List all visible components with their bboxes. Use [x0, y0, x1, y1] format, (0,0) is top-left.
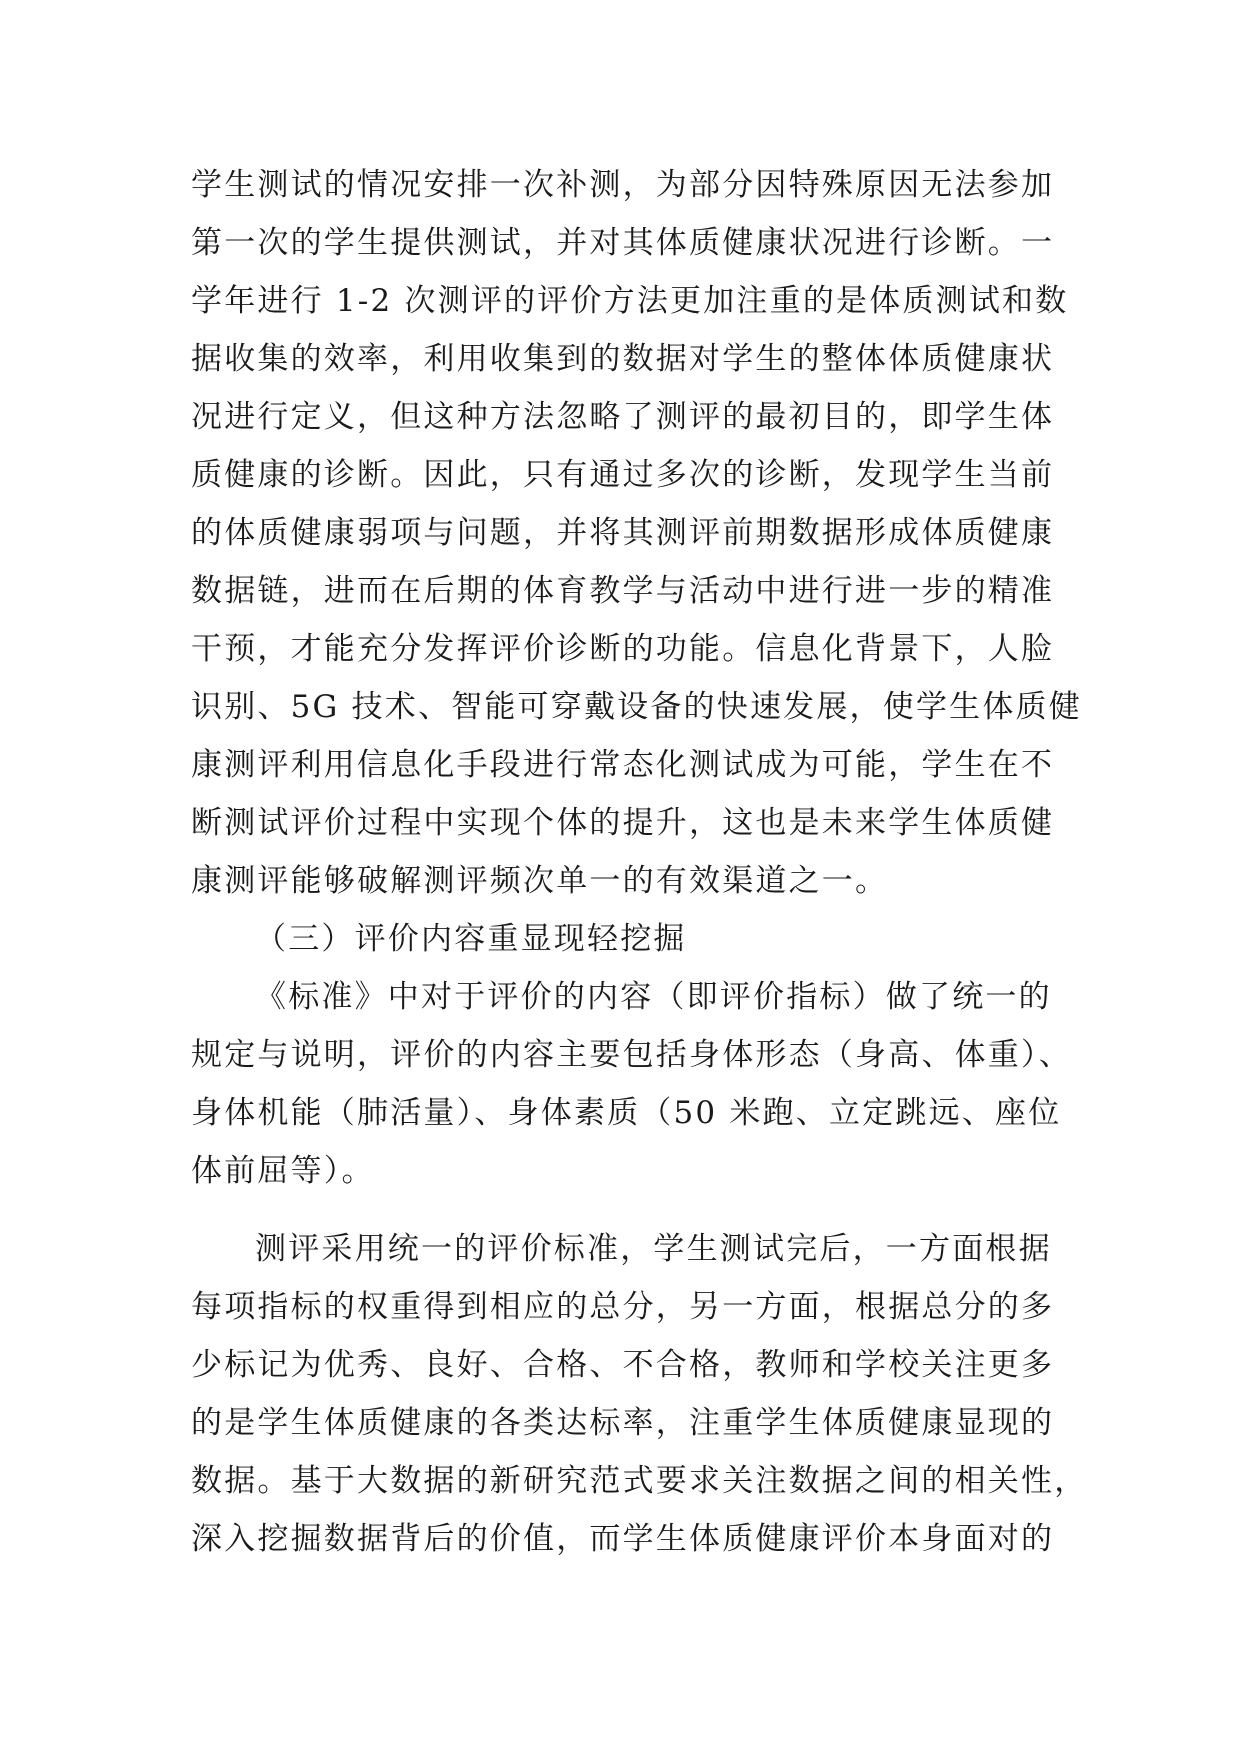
- paragraph-line: 康测评能够破解测评频次单一的有效渠道之一。: [191, 863, 889, 899]
- paragraph-line: 体前屈等）。: [191, 1153, 375, 1189]
- paragraph-line: 学生测试的情况安排一次补测，为部分因特殊原因无法参加: [191, 167, 1055, 203]
- paragraph-line: 康测评利用信息化手段进行常态化测试成为可能，学生在不: [191, 747, 1055, 783]
- paragraph-line: 身体机能（肺活量）、身体素质（50 米跑、立定跳远、座位: [191, 1095, 1062, 1131]
- paragraph-line: 干预，才能充分发挥评价诊断的功能。信息化背景下，人脸: [191, 631, 1055, 667]
- paragraph-line: 第一次的学生提供测试，并对其体质健康状况进行诊断。一: [191, 225, 1055, 261]
- paragraph-first-line: 测评采用统一的评价标准，学生测试完后，一方面根据: [255, 1231, 1052, 1267]
- paragraph-line: 少标记为优秀、良好、合格、不合格，教师和学校关注更多: [191, 1347, 1055, 1383]
- paragraph-line: 的体质健康弱项与问题，并将其测评前期数据形成体质健康: [191, 515, 1055, 551]
- section-heading: （三）评价内容重显现轻挖掘: [255, 921, 687, 957]
- paragraph-line: 断测试评价过程中实现个体的提升，这也是未来学生体质健: [191, 805, 1055, 841]
- paragraph-line: 况进行定义，但这种方法忽略了测评的最初目的，即学生体: [191, 399, 1055, 435]
- paragraph-line: 据收集的效率，利用收集到的数据对学生的整体体质健康状: [191, 341, 1055, 377]
- paragraph-line: 学年进行 1-2 次测评的评价方法更加注重的是体质测试和数: [191, 283, 1069, 319]
- paragraph-line: 深入挖掘数据背后的价值，而学生体质健康评价本身面对的: [191, 1521, 1055, 1557]
- paragraph-line: 质健康的诊断。因此，只有通过多次的诊断，发现学生当前: [191, 457, 1055, 493]
- paragraph-line: 数据。基于大数据的新研究范式要求关注数据之间的相关性，: [191, 1463, 1088, 1499]
- paragraph-line: 规定与说明，评价的内容主要包括身体形态（身高、体重）、: [191, 1037, 1072, 1073]
- paragraph-line: 识别、5G 技术、智能可穿戴设备的快速发展，使学生体质健: [191, 689, 1082, 725]
- paragraph-line: 的是学生体质健康的各类达标率，注重学生体质健康显现的: [191, 1405, 1055, 1441]
- paragraph-line: 数据链，进而在后期的体育教学与活动中进行进一步的精准: [191, 573, 1055, 609]
- paragraph-first-line: 《标准》中对于评价的内容（即评价指标）做了统一的: [255, 979, 1052, 1015]
- paragraph-line: 每项指标的权重得到相应的总分，另一方面，根据总分的多: [191, 1289, 1055, 1325]
